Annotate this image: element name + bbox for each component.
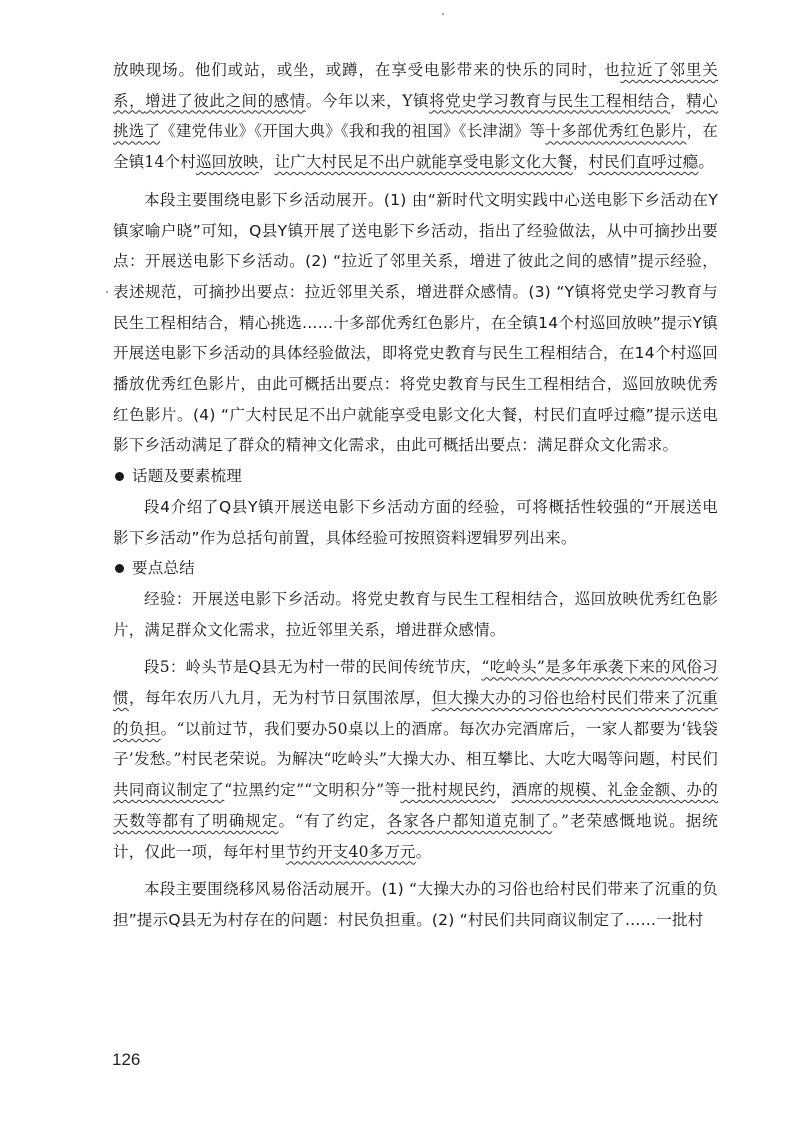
scan-speck bbox=[106, 291, 108, 293]
underlined-phrase: 巡回放映 bbox=[195, 153, 259, 172]
bullet-icon bbox=[115, 472, 124, 481]
underlined-phrase: 各家各户都知道克制了 bbox=[386, 811, 553, 830]
document-page bbox=[113, 55, 718, 936]
analysis-paragraph-5: 本段主要围绕移风易俗活动展开。(1) “大操大办的习俗也给村民们带来了沉重的负担”提示Q县无为村存在的问题：村民负担重。(2) “村民们共同商议制定了……一批村 bbox=[113, 880, 718, 929]
heading-text: 话题及要素梳理 bbox=[132, 467, 242, 486]
underlined-phrase: 十多部优秀红色影片 bbox=[545, 122, 687, 141]
underlined-phrase: 拉近了邻里关系， bbox=[113, 61, 719, 110]
section-heading-summary bbox=[113, 553, 718, 584]
underlined-phrase: 精心挑选了 bbox=[113, 91, 718, 141]
analysis-paragraph-4: 本段主要围绕电影下乡活动展开。(1) 由“新时代文明实践中心送电影下乡活动在Y镇家喻户晓”可知，Q县Y镇开展了送电影下乡活动，指出了经验做法，从中可摘抄出要点：开展送电影下乡活动。(2) “拉近了邻里关系，增进了彼此之间的感情”提示经验，表述规范，可摘抄出要点：拉近邻里关系，增进群众感情。(3) “Y镇将党史学习教育与民生工程相结合，精心挑选……十多部优秀红色影片，在全镇14个村巡回放映”提示Y镇开展送电影下乡活动的具体经验做法，即将党史教育与民生工程相结合，在14个村巡回播放优秀红色影片，由此可概括出要点：将党史教育与民生工程相结合，巡回放映优秀红色影片。(4) “广大村民足不出户就能享受电影文化大餐，村民们直呼过瘾”提示送电影下乡活动满足了群众的精神文化需求，由此可概括出要点：满足群众文化需求。 bbox=[113, 190, 718, 455]
summary-paragraph: 经验：开展送电影下乡活动。将党史教育与民生工程相结合，巡回放映优秀红色影片，满足群众文化需求，拉近邻里关系，增进群众感情。 bbox=[113, 589, 718, 639]
underlined-phrase: 共同商议制定了 bbox=[113, 781, 225, 800]
underlined-phrase: 村民们直呼过瘾 bbox=[588, 153, 699, 172]
underlined-phrase: 但大操大办的习俗也给村民们带来了沉重的负担 bbox=[113, 689, 718, 738]
underlined-phrase: 让广大村民足不出户就能享受电影文化大餐 bbox=[274, 153, 573, 172]
page-number: 126 bbox=[112, 1050, 141, 1069]
bullet-icon bbox=[115, 564, 124, 573]
topic-paragraph: 段4介绍了Q县Y镇开展送电影下乡活动方面的经验，可将概括性较强的“开展送电影下乡活动”作为总括句前置，具体经验可按照资料逻辑罗列出来。 bbox=[113, 497, 718, 547]
source-paragraph-5: 段5：岭头节是Q县无为村一带的民间传统节庆，“吃岭头”是多年承袭下来的风俗习惯，每年农历八九月，无为村节日氛围浓厚，但大操大办的习俗也给村民们带来了沉重的负担。“以前过节，我们要办50桌以上的酒席。每次办完酒席后，一家人都要为‘钱袋子’发愁。”村民老荣说。为解决“吃岭头”大操大办、相互攀比、大吃大喝等问题，村民们共同商议制定了“拉黑约定”“文明积分”等一批村规民约，酒席的规模、礼金金额、办的天数等都有了明确规定。“有了约定，各家各户都知道克制了。”老荣感慨地说。据统计，仅此一项，每年村里节约开支40多万元。 bbox=[113, 658, 719, 861]
underlined-phrase: “吃岭头”是多年承袭下来的风俗习惯 bbox=[113, 658, 718, 708]
source-paragraph-4: 放映现场。他们或站，或坐，或蹲，在享受电影带来的快乐的同时，也拉近了邻里关系，增进了彼此之间的感情。今年以来，Y镇将党史学习教育与民生工程相结合，精心挑选了《建党伟业》《开国大典》《我和我的祖国》《长津湖》等十多部优秀红色影片，在全镇14个村巡回放映，让广大村民足不出户就能享受电影文化大餐，村民们直呼过瘾。 bbox=[113, 61, 719, 172]
heading-text: 要点总结 bbox=[132, 559, 195, 578]
underlined-phrase: 将党史学习教育与民生工程相结合 bbox=[429, 91, 671, 110]
underlined-phrase: 酒席的规模、礼金金额、办的天数等都有了明确规定 bbox=[113, 781, 719, 830]
underlined-phrase: 节约开支40多万元 bbox=[285, 842, 416, 861]
section-heading-topic bbox=[113, 461, 718, 492]
scan-speck bbox=[442, 13, 444, 15]
underlined-phrase: 增进了彼此之间的感情 bbox=[145, 91, 306, 110]
underlined-phrase: 一批村规民约 bbox=[400, 781, 496, 800]
